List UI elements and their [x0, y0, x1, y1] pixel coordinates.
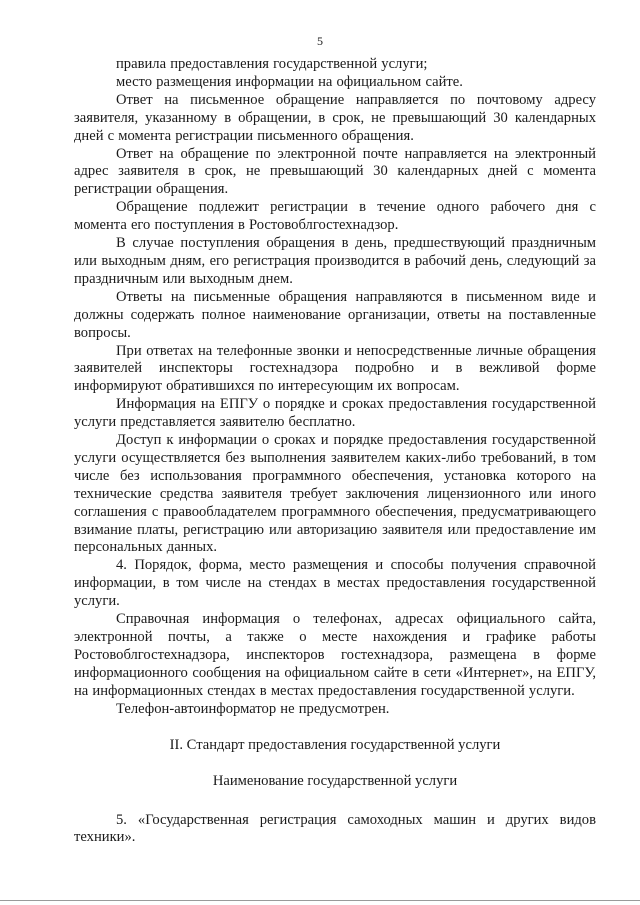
- paragraph: место размещения информации на официальном сайте.: [116, 73, 463, 90]
- paragraph: Ответ на обращение по электронной почте направляется на электронный адрес заявителя в срок, не превышающий 30 календарных дней с момента регистрации обращения.: [74, 145, 596, 198]
- paragraph: Информация на ЕПГУ о порядке и сроках предоставления государственной услуги представляется заявителю бесплатно.: [74, 396, 596, 431]
- paragraph: Доступ к информации о сроках и порядке предоставления государственной услуги осуществляется без выполнения заявителем каких-либо требований, в том числе без использования программного обеспечения, установка которого на технические средства заявителя требует заключения лицензионного или иного соглашения с правообладателем программного обеспечения, предусматривающего взимание платы, регистрацию или авторизацию заявителя или предоставление им персональных данных.: [74, 432, 596, 556]
- paragraph: В случае поступления обращения в день, предшествующий праздничным или выходным дням, его регистрация производится в рабочий день, следующий за праздничным или выходным днем.: [74, 235, 596, 287]
- paragraph: правила предоставления государственной услуги;: [116, 56, 428, 72]
- paragraph: 4. Порядок, форма, место размещения и способы получения справочной информации, в том числе на стендах в местах предоставления государственной услуги.: [74, 557, 596, 610]
- page-number: 5: [317, 34, 323, 48]
- document-body: [74, 56, 596, 847]
- paragraph: Телефон-автоинформатор не предусмотрен.: [116, 700, 390, 717]
- paragraph: Ответ на письменное обращение направляется по почтовому адресу заявителя, указанному в обращении, в срок, не превышающий 30 календарных дней с момента регистрации письменного обращения.: [74, 91, 596, 144]
- bottom-divider: [0, 900, 640, 901]
- final-paragraph: 5. «Государственная регистрация самоходных машин и других видов техники».: [74, 811, 596, 846]
- subsection-title: Наименование государственной услуги: [212, 772, 458, 789]
- paragraph: Обращение подлежит регистрации в течение одного рабочего дня с момента его поступления в Ростовоблгостехнадзор.: [74, 199, 596, 234]
- paragraph: При ответах на телефонные звонки и непосредственные личные обращения заявителей инспекторы гостехнадзора подробно и в вежливой форме информируют обратившихся по интересующим их вопросам.: [74, 342, 596, 395]
- section-title: II. Стандарт предоставления государственной услуги: [169, 736, 501, 753]
- paragraph: Ответы на письменные обращения направляются в письменном виде и должны содержать полное наименование организации, ответы на поставленные вопросы.: [74, 288, 596, 341]
- paragraph: Справочная информация о телефонах, адресах официального сайта, электронной почты, а также о месте нахождения и графике работы Ростовоблгостехнадзора, инспекторов гостехнадзора, размещена в форме информационного сообщения на официальном сайте в сети «Интернет», на ЕПГУ, на информационных стендах в местах предоставления государственной услуги.: [74, 611, 596, 699]
